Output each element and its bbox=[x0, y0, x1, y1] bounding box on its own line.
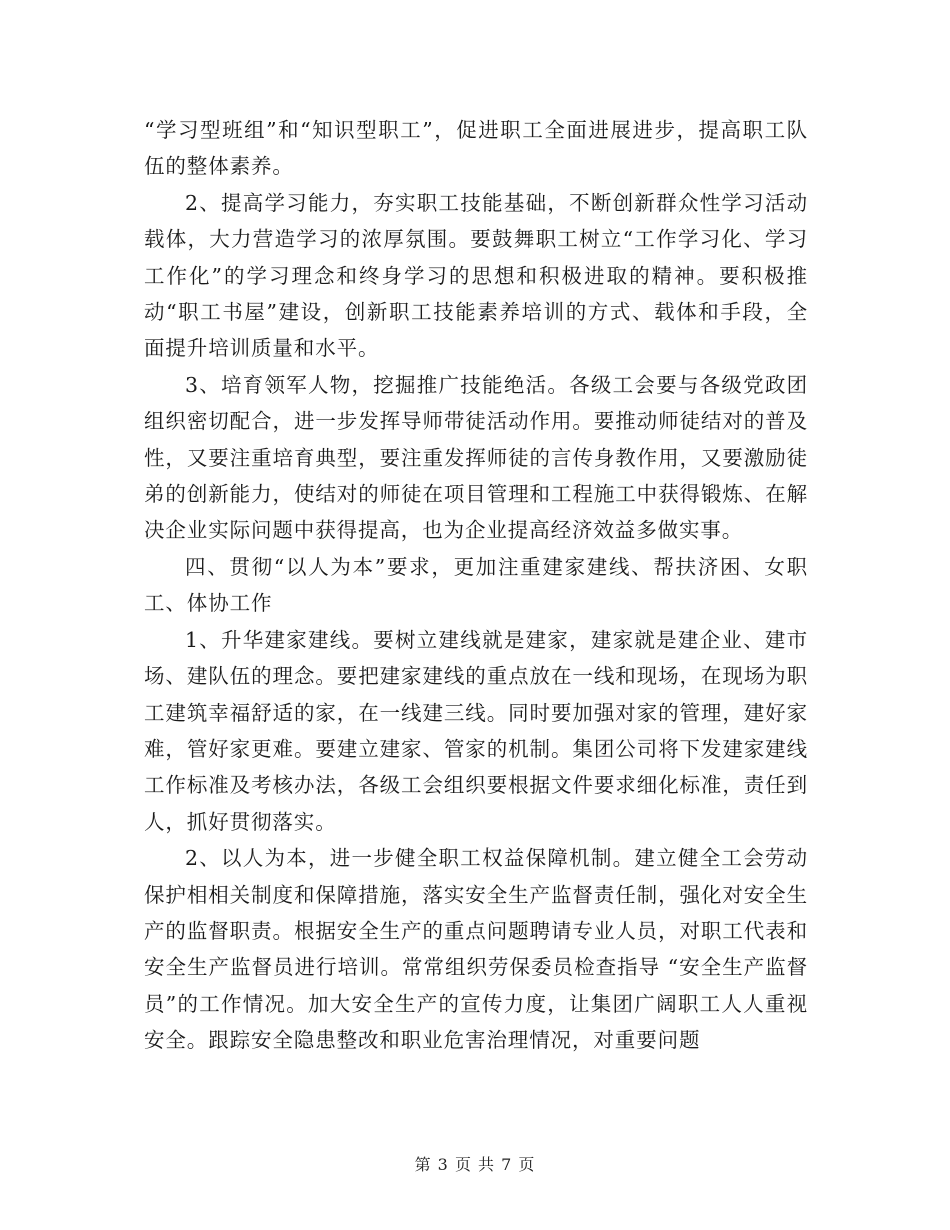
paragraph-3: 3、培育领军人物，挖掘推广技能绝活。各级工会要与各级党政团组织密切配合，进一步发挥导师带徒活动作用。要推动师徒结对的普及性，又要注重培育典型，要注重发挥师徒的言传身教作用，又要激励徒弟的创新能力，使结对的师徒在项目管理和工程施工中获得锻炼、在解决企业实际问题中获得提高，也为企业提高经济效益多做实事。 bbox=[144, 372, 808, 543]
section-heading-4: 四、贯彻“以人为本”要求，更加注重建家建线、帮扶济困、女职工、体协工作 bbox=[144, 554, 808, 616]
paragraph-1: “学习型班组”和“知识型职工”，促进职工全面进展进步，提高职工队伍的整体素养。 bbox=[144, 118, 808, 179]
paragraph-6: 2、以人为本，进一步健全职工权益保障机制。建立健全工会劳动保护相相关制度和保障措施，落实安全生产监督责任制，强化对安全生产的监督职责。根据安全生产的重点问题聘请专业人员，对职工代表和安全生产监督员进行培训。常常组织劳保委员检查指导 “安全生产监督员”的工作情况。加大安全生产的宣传力度，让集团广阔职工人人重视安全。跟踪安全隐患整改和职业危害治理情况，对重要问题 bbox=[144, 846, 808, 1053]
paragraph-2: 2、提高学习能力，夯实职工技能基础，不断创新群众性学习活动载体，大力营造学习的浓厚氛围。要鼓舞职工树立“工作学习化、学习工作化”的学习理念和终身学习的思想和积极进取的精神。要积极推动“职工书屋”建设，创新职工技能素养培训的方式、载体和手段，全面提升培训质量和水平。 bbox=[144, 190, 808, 361]
page-number-footer: 第 3 页 共 7 页 bbox=[414, 1155, 536, 1174]
document-body bbox=[144, 112, 808, 1059]
paragraph-5: 1、升华建家建线。要树立建线就是建家，建家就是建企业、建市场、建队伍的理念。要把建家建线的重点放在一线和现场，在现场为职工建筑幸福舒适的家，在一线建三线。同时要加强对家的管理，建好家难，管好家更难。要建立建家、管家的机制。集团公司将下发建家建线工作标准及考核办法，各级工会组织要根据文件要求细化标准，责任到人，抓好贯彻落实。 bbox=[144, 627, 808, 834]
